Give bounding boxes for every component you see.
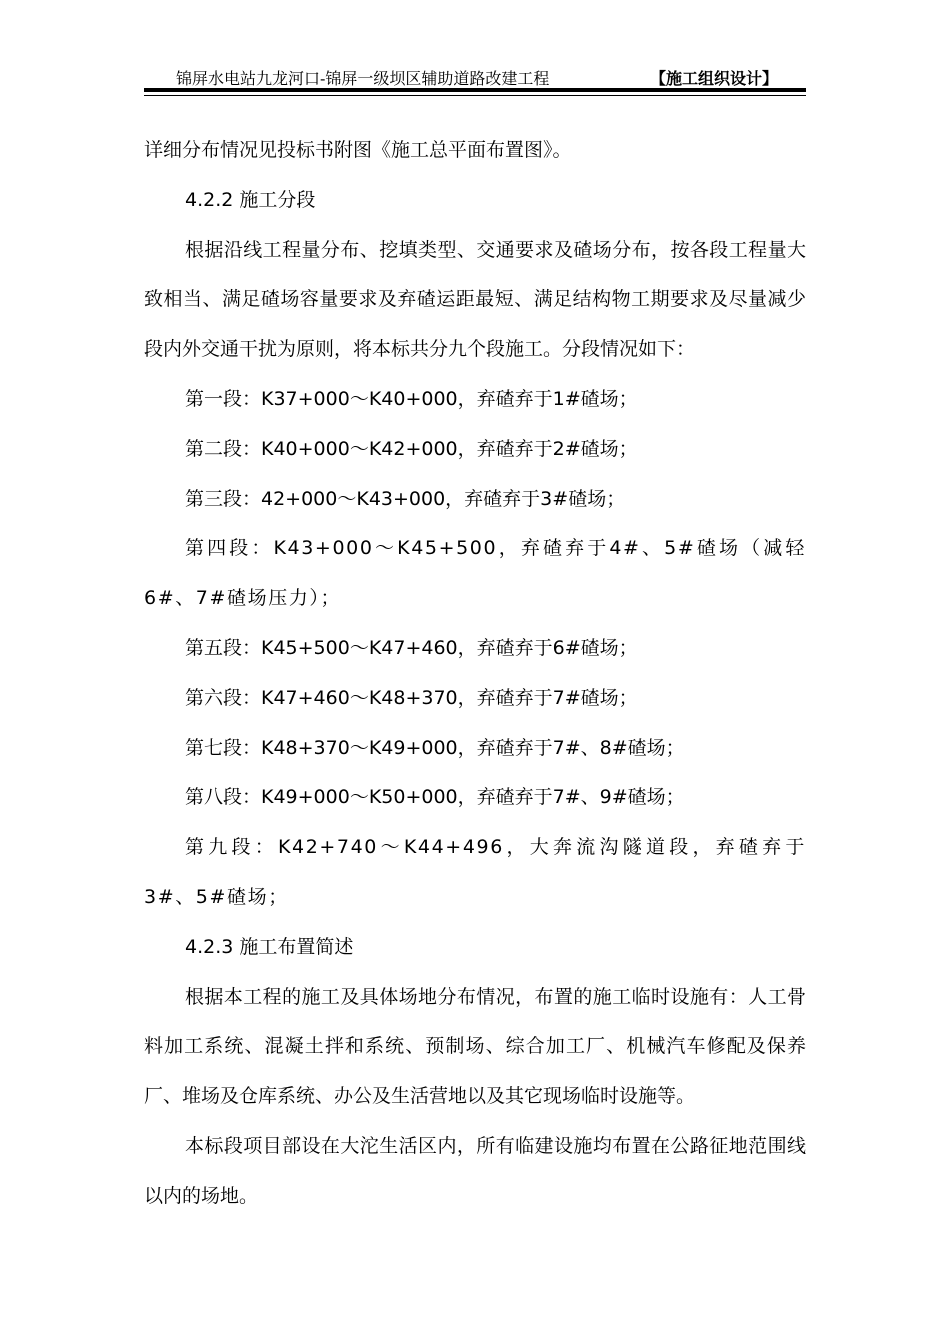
header-tag: 【施工组织设计】 — [649, 69, 778, 88]
segment-item-3: 第三段：42+000～K43+000，弃碴弃于3#碴场； — [185, 487, 626, 510]
section-heading-4-2-3: 4.2.3 施工布置简述 — [185, 935, 354, 958]
segment-item-7: 第七段：K48+370～K49+000，弃碴弃于7#、8#碴场； — [185, 736, 685, 759]
paragraph-segmentation-intro: 根据沿线工程量分布、挖填类型、交通要求及碴场分布，按各段工程量大致相当、满足碴场容量要求及弃碴运距最短、满足结构物工期要求及尽量减少段内外交通干扰为原则，将本标共分九个段施工。分段情况如下： — [144, 238, 806, 361]
paragraph-layout-overview: 根据本工程的施工及具体场地分布情况，布置的施工临时设施有：人工骨料加工系统、混凝土拌和系统、预制场、综合加工厂、机械汽车修配及保养厂、堆场及仓库系统、办公及生活营地以及其它现场临时设施等。 — [144, 985, 806, 1108]
paragraph-layout-ref: 详细分布情况见投标书附图《施工总平面布置图》。 — [144, 139, 572, 161]
header-rule-thin — [144, 95, 806, 96]
page-header — [144, 64, 806, 88]
segment-item-8: 第八段：K49+000～K50+000，弃碴弃于7#、9#碴场； — [185, 786, 685, 809]
segment-item-4: 第四段：K43+000～K45+500，弃碴弃于4#、5#碴场（减轻6#、7#碴场压力）； — [144, 537, 806, 610]
section-heading-4-2-2: 4.2.2 施工分段 — [185, 188, 316, 211]
segment-item-9: 第九段：K42+740～K44+496，大奔流沟隧道段，弃碴弃于3#、5#碴场； — [144, 836, 806, 908]
document-body — [144, 126, 806, 1222]
segment-item-6: 第六段：K47+460～K48+370，弃碴弃于7#碴场； — [185, 686, 638, 709]
header-title: 锦屏水电站九龙河口-锦屏一级坝区辅助道路改建工程 — [176, 69, 550, 88]
segment-item-1: 第一段：K37+000～K40+000，弃碴弃于1#碴场； — [185, 387, 638, 410]
segment-item-5: 第五段：K45+500～K47+460，弃碴弃于6#碴场； — [185, 636, 638, 659]
segment-item-2: 第二段：K40+000～K42+000，弃碴弃于2#碴场； — [185, 437, 638, 460]
header-rule-thick — [144, 88, 806, 92]
paragraph-project-office: 本标段项目部设在大沱生活区内，所有临建设施均布置在公路征地范围线以内的场地。 — [144, 1134, 806, 1207]
